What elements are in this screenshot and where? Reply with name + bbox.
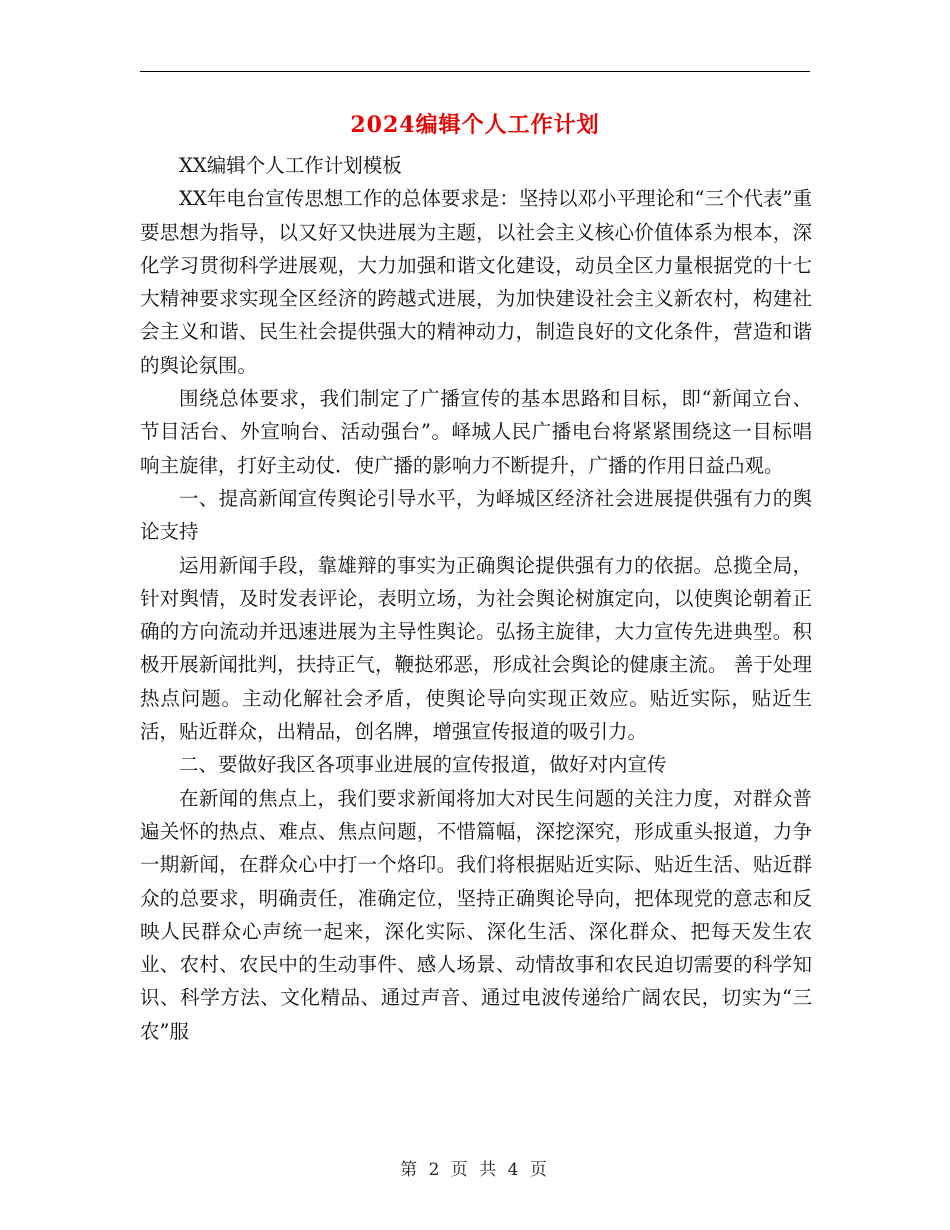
- page-number-footer: 第 2 页 共 4 页: [400, 1160, 550, 1180]
- paragraph: XX年电台宣传思想工作的总体要求是：坚持以邓小平理论和“三个代表”重要思想为指导，以又好又快进展为主题，以社会主义核心价值体系为根本，深化学习贯彻科学进展观，大力加强和谐文化建设，动员全区力量根据党的十七大精神要求实现全区经济的跨越式进展，为加快建设社会主义新农村，构建社会主义和谐、民生社会提供强大的精神动力，制造良好的文化条件，营造和谐的舆论氛围。: [140, 187, 812, 377]
- section-heading: 二、要做好我区各项事业进展的宣传报道，做好对内宣传: [179, 753, 667, 777]
- paragraph: 运用新闻手段，靠雄辩的事实为正确舆论提供强有力的依据。总揽全局，针对舆情，及时发表评论，表明立场，为社会舆论树旗定向，以使舆论朝着正确的方向流动并迅速进展为主导性舆论。弘扬主旋律，大力宣传先进典型。积极开展新闻批判，扶持正气，鞭挞邪恶，形成社会舆论的健康主流。 善于处理热点问题。主动化解社会矛盾，使舆论导向实现正效应。贴近实际，贴近生活，贴近群众，出精品，创名牌，增强宣传报道的吸引力。: [140, 553, 812, 744]
- header-rule: [140, 71, 810, 72]
- document-body: [140, 149, 812, 1048]
- paragraph: XX编辑个人工作计划模板: [179, 154, 402, 177]
- paragraph: 在新闻的焦点上，我们要求新闻将加大对民生问题的关注力度，对群众普遍关怀的热点、难点、焦点问题，不惜篇幅，深挖深究，形成重头报道，力争一期新闻，在群众心中打一个烙印。我们将根据贴近实际、贴近生活、贴近群众的总要求，明确责任，准确定位，坚持正确舆论导向，把体现党的意志和反映人民群众心声统一起来，深化实际、深化生活、深化群众、把每天发生农业、农村、农民中的生动事件、感人场景、动情故事和农民迫切需要的科学知识、科学方法、文化精品、通过声音、通过电波传递给广阔农民，切实为“三农”服: [140, 786, 812, 1043]
- section-heading: 一、提高新闻宣传舆论引导水平，为峄城区经济社会进展提供强有力的舆论支持: [140, 486, 812, 544]
- document-title: 2024编辑个人工作计划: [350, 112, 600, 138]
- paragraph: 围绕总体要求，我们制定了广播宣传的基本思路和目标，即“新闻立台、节目活台、外宣响台、活动强台”。峄城人民广播电台将紧紧围绕这一目标唱响主旋律，打好主动仗．使广播的影响力不断提升，广播的作用日益凸观。: [140, 387, 812, 477]
